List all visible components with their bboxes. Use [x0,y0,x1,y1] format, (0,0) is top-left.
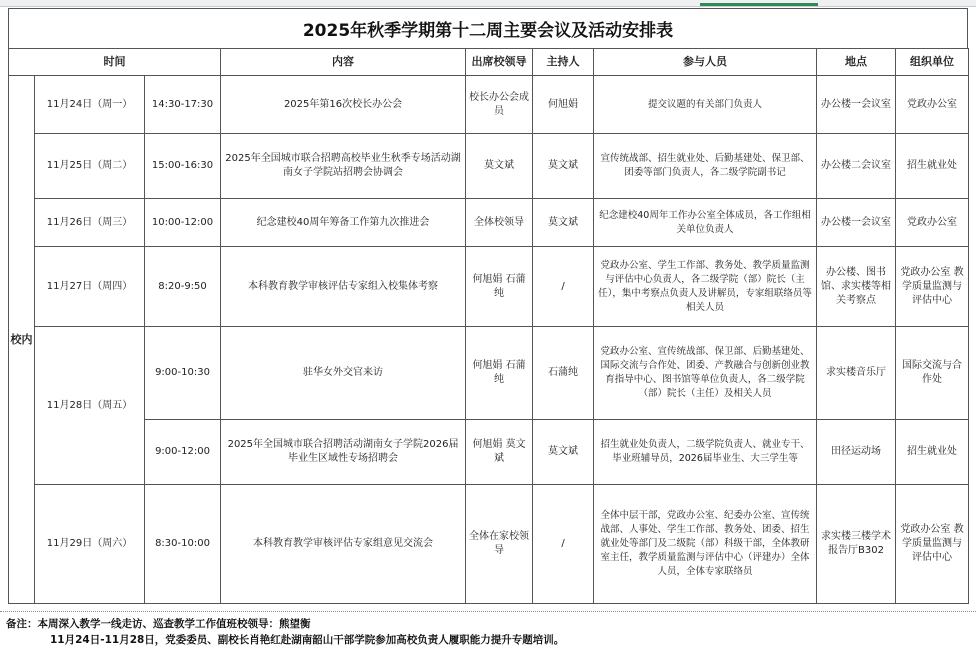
participants-cell[interactable]: 党政办公室、宣传统战部、保卫部、后勤基建处、国际交流与合作处、团委、产教融合与创新创业教育指导中心、图书馆等单位负责人，各二级学院（部）院长（主任）及相关人员 [594,327,817,420]
organizer-cell[interactable]: 党政办公室 教学质量监测与评估中心 [896,247,969,327]
participants-cell[interactable]: 全体中层干部，党政办公室、纪委办公室、宣传统战部、人事处、学生工作部、教务处、团委、招生就业处等部门及二级院（部）科级干部，全体教研室主任，教学质量监测与评估中心（评建办）全体人员，全体专家联络员 [594,485,817,604]
table-row [9,199,969,247]
table-row [9,327,969,420]
time-cell[interactable]: 8:30-10:00 [145,485,221,604]
content-cell[interactable]: 2025年第16次校长办公会 [221,76,466,134]
table-row [9,485,969,604]
leader-cell[interactable]: 全体校领导 [466,199,533,247]
leader-cell[interactable]: 校长办公会成员 [466,76,533,134]
leader-cell[interactable]: 何旭娟 石蒲纯 [466,247,533,327]
header-location[interactable]: 地点 [817,49,896,76]
date-cell[interactable]: 11月27日（周四） [35,247,145,327]
organizer-cell[interactable]: 党政办公室 [896,199,969,247]
host-cell[interactable]: 何旭娟 [533,76,594,134]
header-leader[interactable]: 出席校领导 [466,49,533,76]
location-cell[interactable]: 求实楼音乐厅 [817,327,896,420]
host-cell[interactable]: 莫文斌 [533,199,594,247]
header-content[interactable]: 内容 [221,49,466,76]
host-cell[interactable]: / [533,485,594,604]
participants-cell[interactable]: 招生就业处负责人，二级学院负责人、就业专干、毕业班辅导员，2026届毕业生、大三学生等 [594,420,817,485]
date-cell[interactable]: 11月28日（周五） [35,327,145,485]
organizer-cell[interactable]: 招生就业处 [896,134,969,199]
location-cell[interactable]: 办公楼一会议室 [817,76,896,134]
table-row [9,134,969,199]
location-cell[interactable]: 办公楼一会议室 [817,199,896,247]
time-cell[interactable]: 8:20-9:50 [145,247,221,327]
selected-column-indicator [700,3,818,6]
remarks-line-2[interactable]: 11月24日-11月28日，党委委员、副校长肖艳红赴湖南韶山干部学院参加高校负责人履职能力提升专题培训。 [50,634,565,646]
date-cell[interactable]: 11月29日（周六） [35,485,145,604]
host-cell[interactable]: 莫文斌 [533,134,594,199]
date-cell[interactable]: 11月25日（周二） [35,134,145,199]
organizer-cell[interactable]: 招生就业处 [896,420,969,485]
content-cell[interactable]: 2025年全国城市联合招聘高校毕业生秋季专场活动湖南女子学院站招聘会协调会 [221,134,466,199]
remarks [0,611,976,656]
table-row [9,76,969,134]
participants-cell[interactable]: 纪念建校40周年工作办公室全体成员，各工作组相关单位负责人 [594,199,817,247]
header-organizer[interactable]: 组织单位 [896,49,969,76]
location-cell[interactable]: 田径运动场 [817,420,896,485]
date-cell[interactable]: 11月24日（周一） [35,76,145,134]
content-cell[interactable]: 本科教育教学审核评估专家组意见交流会 [221,485,466,604]
organizer-cell[interactable]: 国际交流与合作处 [896,327,969,420]
location-cell[interactable]: 求实楼三楼学术报告厅B302 [817,485,896,604]
participants-cell[interactable]: 提交议题的有关部门负责人 [594,76,817,134]
date-cell[interactable]: 11月26日（周三） [35,199,145,247]
table-row [9,420,969,485]
host-cell[interactable]: / [533,247,594,327]
header-host[interactable]: 主持人 [533,49,594,76]
header-row [9,49,969,76]
time-cell[interactable]: 9:00-10:30 [145,327,221,420]
host-cell[interactable]: 莫文斌 [533,420,594,485]
organizer-cell[interactable]: 党政办公室 教学质量监测与评估中心 [896,485,969,604]
schedule-table-wrap [8,48,968,604]
remarks-line-1[interactable]: 备注：本周深入教学一线走访、巡查教学工作值班校领导：熊望衡 [6,618,311,630]
location-cell[interactable]: 办公楼二会议室 [817,134,896,199]
content-cell[interactable]: 2025年全国城市联合招聘活动湖南女子学院2026届毕业生区域性专场招聘会 [221,420,466,485]
host-cell[interactable]: 石蒲纯 [533,327,594,420]
time-cell[interactable]: 15:00-16:30 [145,134,221,199]
content-cell[interactable]: 本科教育教学审核评估专家组入校集体考察 [221,247,466,327]
leader-cell[interactable]: 莫文斌 [466,134,533,199]
table-row [9,247,969,327]
time-cell[interactable]: 10:00-12:00 [145,199,221,247]
leader-cell[interactable]: 全体在家校领导 [466,485,533,604]
header-participants[interactable]: 参与人员 [594,49,817,76]
participants-cell[interactable]: 宣传统战部、招生就业处、后勤基建处、保卫部、团委等部门负责人，各二级学院副书记 [594,134,817,199]
scope-cell[interactable]: 校内 [9,76,35,604]
content-cell[interactable]: 纪念建校40周年筹备工作第九次推进会 [221,199,466,247]
page-title: 2025年秋季学期第十二周主要会议及活动安排表 [8,8,968,48]
participants-cell[interactable]: 党政办公室、学生工作部、教务处、教学质量监测与评估中心负责人，各二级学院（部）院长（主任），集中考察点负责人及讲解员，专家组联络员等相关人员 [594,247,817,327]
location-cell[interactable]: 办公楼、图书馆、求实楼等相关考察点 [817,247,896,327]
time-cell[interactable]: 9:00-12:00 [145,420,221,485]
time-cell[interactable]: 14:30-17:30 [145,76,221,134]
content-cell[interactable]: 驻华女外交官来访 [221,327,466,420]
leader-cell[interactable]: 何旭娟 莫文斌 [466,420,533,485]
leader-cell[interactable]: 何旭娟 石蒲纯 [466,327,533,420]
organizer-cell[interactable]: 党政办公室 [896,76,969,134]
schedule-table [8,48,969,604]
header-time[interactable]: 时间 [9,49,221,76]
spreadsheet-column-strip [0,0,976,7]
